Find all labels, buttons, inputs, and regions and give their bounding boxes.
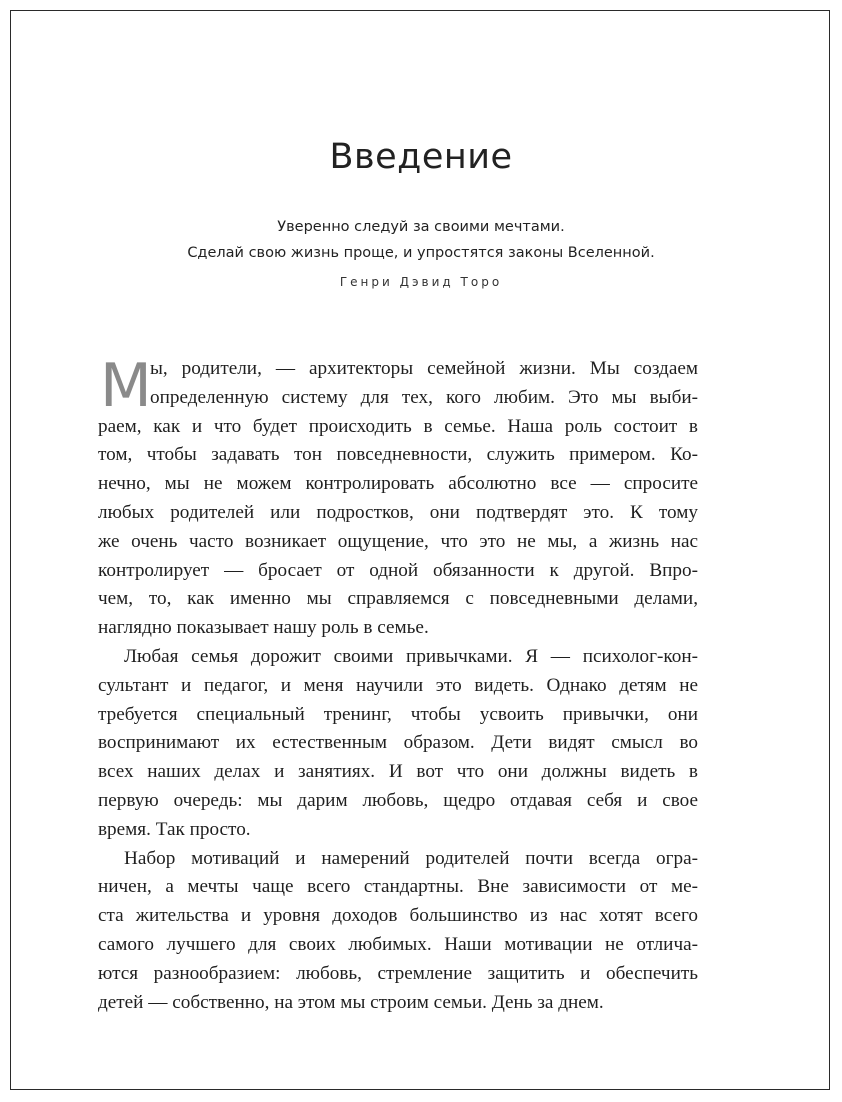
- text-line: всех наших делах и занятиях. И вот что они должны видеть в: [98, 761, 698, 783]
- text-line: том, чтобы задавать тон повседневности, служить примером. Ко-: [98, 444, 698, 466]
- text-line: Любая семья дорожит своими привычками. Я — психолог-кон-: [124, 645, 698, 667]
- chapter-title: Введение: [329, 137, 513, 177]
- text-line: первую очередь: мы дарим любовь, щедро отдавая себя и свое: [98, 789, 698, 811]
- text-line: определенную систему для тех, кого любим. Это мы выби-: [150, 386, 698, 408]
- text-line: время. Так просто.: [98, 818, 251, 840]
- text-line: ста жительства и уровня доходов большинство из нас хотят всего: [98, 905, 698, 927]
- epigraph-author: Генри Дэвид Торо: [339, 275, 503, 289]
- text-line: самого лучшего для своих любимых. Наши мотивации не отлича-: [98, 933, 698, 955]
- text-line: наглядно показывает нашу роль в семье.: [98, 617, 429, 639]
- text-line: чем, то, как именно мы справляемся с повседневными делами,: [98, 588, 698, 610]
- text-line: раем, как и что будет происходить в семье. Наша роль состоит в: [98, 415, 698, 437]
- text-line: ы, родители, — архитекторы семейной жизни. Мы создаем: [150, 358, 698, 379]
- text-line: любых родителей или подростков, они подтвердят это. К тому: [98, 501, 698, 523]
- epigraph-line: Сделай свою жизнь проще, и упростятся законы Вселенной.: [187, 245, 655, 261]
- drop-cap: М: [100, 351, 152, 421]
- text-line: же очень часто возникает ощущение, что это не мы, а жизнь нас: [98, 530, 698, 552]
- text-line: воспринимают их естественным образом. Дети видят смысл во: [98, 732, 698, 754]
- text-line: контролирует — бросает от одной обязанности к другой. Впро-: [98, 559, 698, 581]
- body-text: [98, 351, 698, 1017]
- text-line: Набор мотиваций и намерений родителей почти всегда огра-: [124, 847, 698, 869]
- text-line: требуется специальный тренинг, чтобы усвоить привычки, они: [98, 703, 698, 725]
- text-line: ничен, а мечты чаще всего стандартны. Вне зависимости от ме-: [98, 876, 698, 898]
- epigraph-line: Уверенно следуй за своими мечтами.: [277, 219, 565, 235]
- text-line: нечно, мы не можем контролировать абсолютно все — спросите: [98, 473, 698, 495]
- text-line: детей — собственно, на этом мы строим семьи. День за днем.: [98, 991, 604, 1013]
- text-line: ются разнообразием: любовь, стремление защитить и обеспечить: [98, 962, 698, 984]
- text-line: сультант и педагог, и меня научили это видеть. Однако детям не: [98, 674, 698, 696]
- epigraph: [0, 214, 842, 266]
